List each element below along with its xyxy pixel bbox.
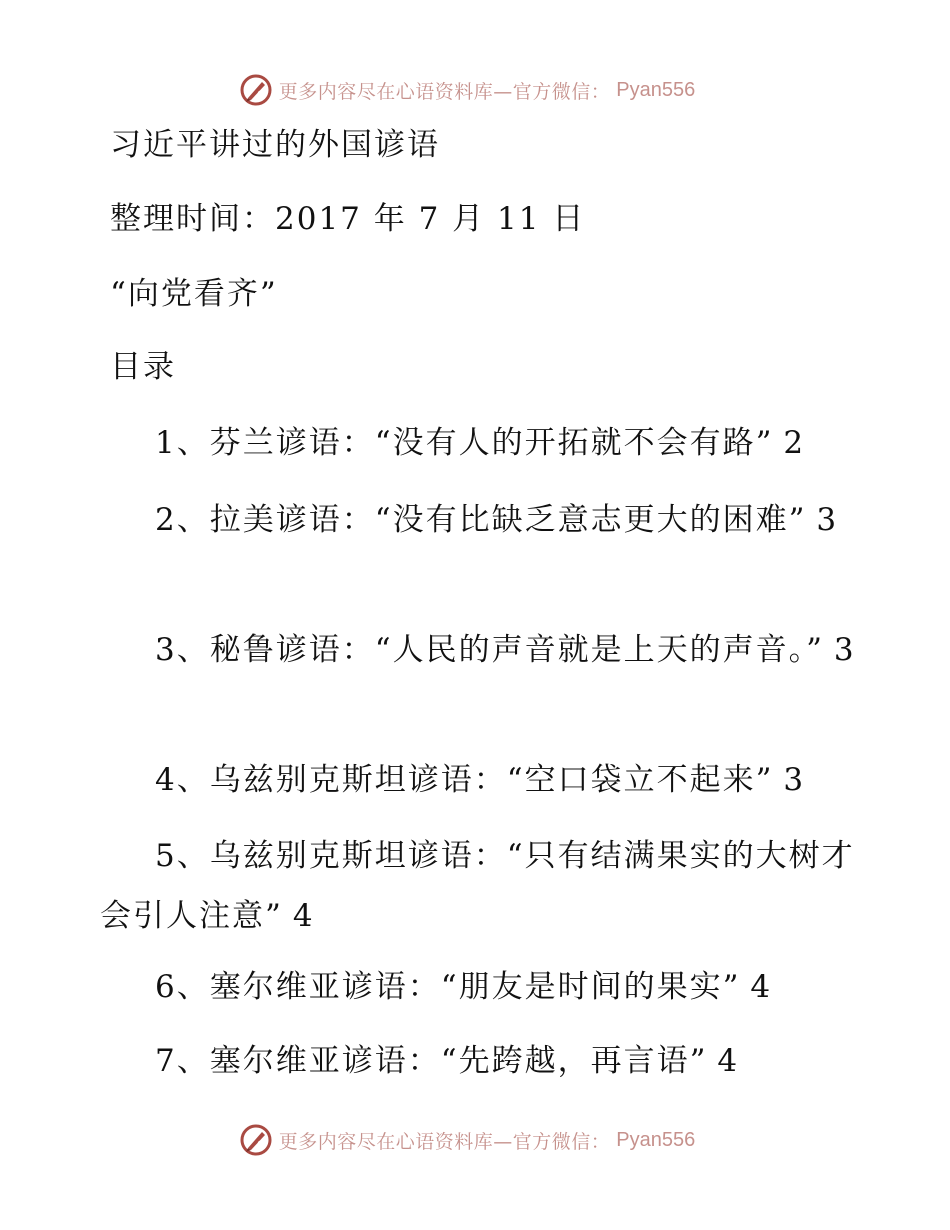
toc-item[interactable] (100, 490, 860, 550)
toc-page-number: 4 (717, 1043, 740, 1079)
toc-item[interactable] (100, 1031, 860, 1091)
toc-page-number: 3 (833, 632, 856, 668)
toc-page-number: 3 (783, 762, 806, 798)
toc-item[interactable] (100, 750, 860, 810)
toc-page-number: 4 (292, 898, 315, 934)
watermark-wechat-id: Pyan556 (616, 78, 696, 101)
toc-item-text: 1、芬兰谚语：“没有人的开拓就不会有路” (155, 425, 774, 461)
toc-heading: 目录 (110, 349, 176, 385)
slogan: “向党看齐” (110, 276, 278, 312)
watermark-wechat-id: Pyan556 (616, 1128, 696, 1151)
pen-logo-icon (239, 73, 273, 107)
toc-page-number: 4 (750, 969, 773, 1005)
toc-item[interactable] (100, 413, 860, 473)
pen-logo-icon (239, 1123, 273, 1157)
toc-item-text: 6、塞尔维亚谚语：“朋友是时间的果实” (155, 969, 741, 1005)
compile-date: 整理时间：2017 年 7 月 11 日 (110, 201, 586, 237)
toc-item[interactable] (100, 826, 860, 946)
watermark-content (239, 73, 695, 107)
watermark-text: 更多内容尽在心语资料库—官方微信： (278, 1130, 611, 1153)
footer-watermark (0, 1120, 950, 1160)
toc-page-number: 3 (816, 502, 839, 538)
watermark-text: 更多内容尽在心语资料库—官方微信： (278, 80, 611, 103)
toc-item-text: 3、秘鲁谚语：“人民的声音就是上天的声音。” (155, 632, 824, 668)
header-watermark (0, 70, 950, 110)
toc-item-text: 5、乌兹别克斯坦谚语：“只有结满果实的大树才会引人注意” (100, 838, 855, 934)
toc-item-text: 2、拉美谚语：“没有比缺乏意志更大的困难” (155, 502, 807, 538)
toc-item-text: 7、塞尔维亚谚语：“先跨越，再言语” (155, 1043, 708, 1079)
toc-page-number: 2 (783, 425, 806, 461)
watermark-content (239, 1123, 695, 1157)
document-title: 习近平讲过的外国谚语 (110, 127, 440, 163)
toc-item[interactable] (100, 957, 860, 1017)
toc-item-text: 4、乌兹别克斯坦谚语：“空口袋立不起来” (155, 762, 774, 798)
toc-item[interactable] (100, 620, 860, 680)
